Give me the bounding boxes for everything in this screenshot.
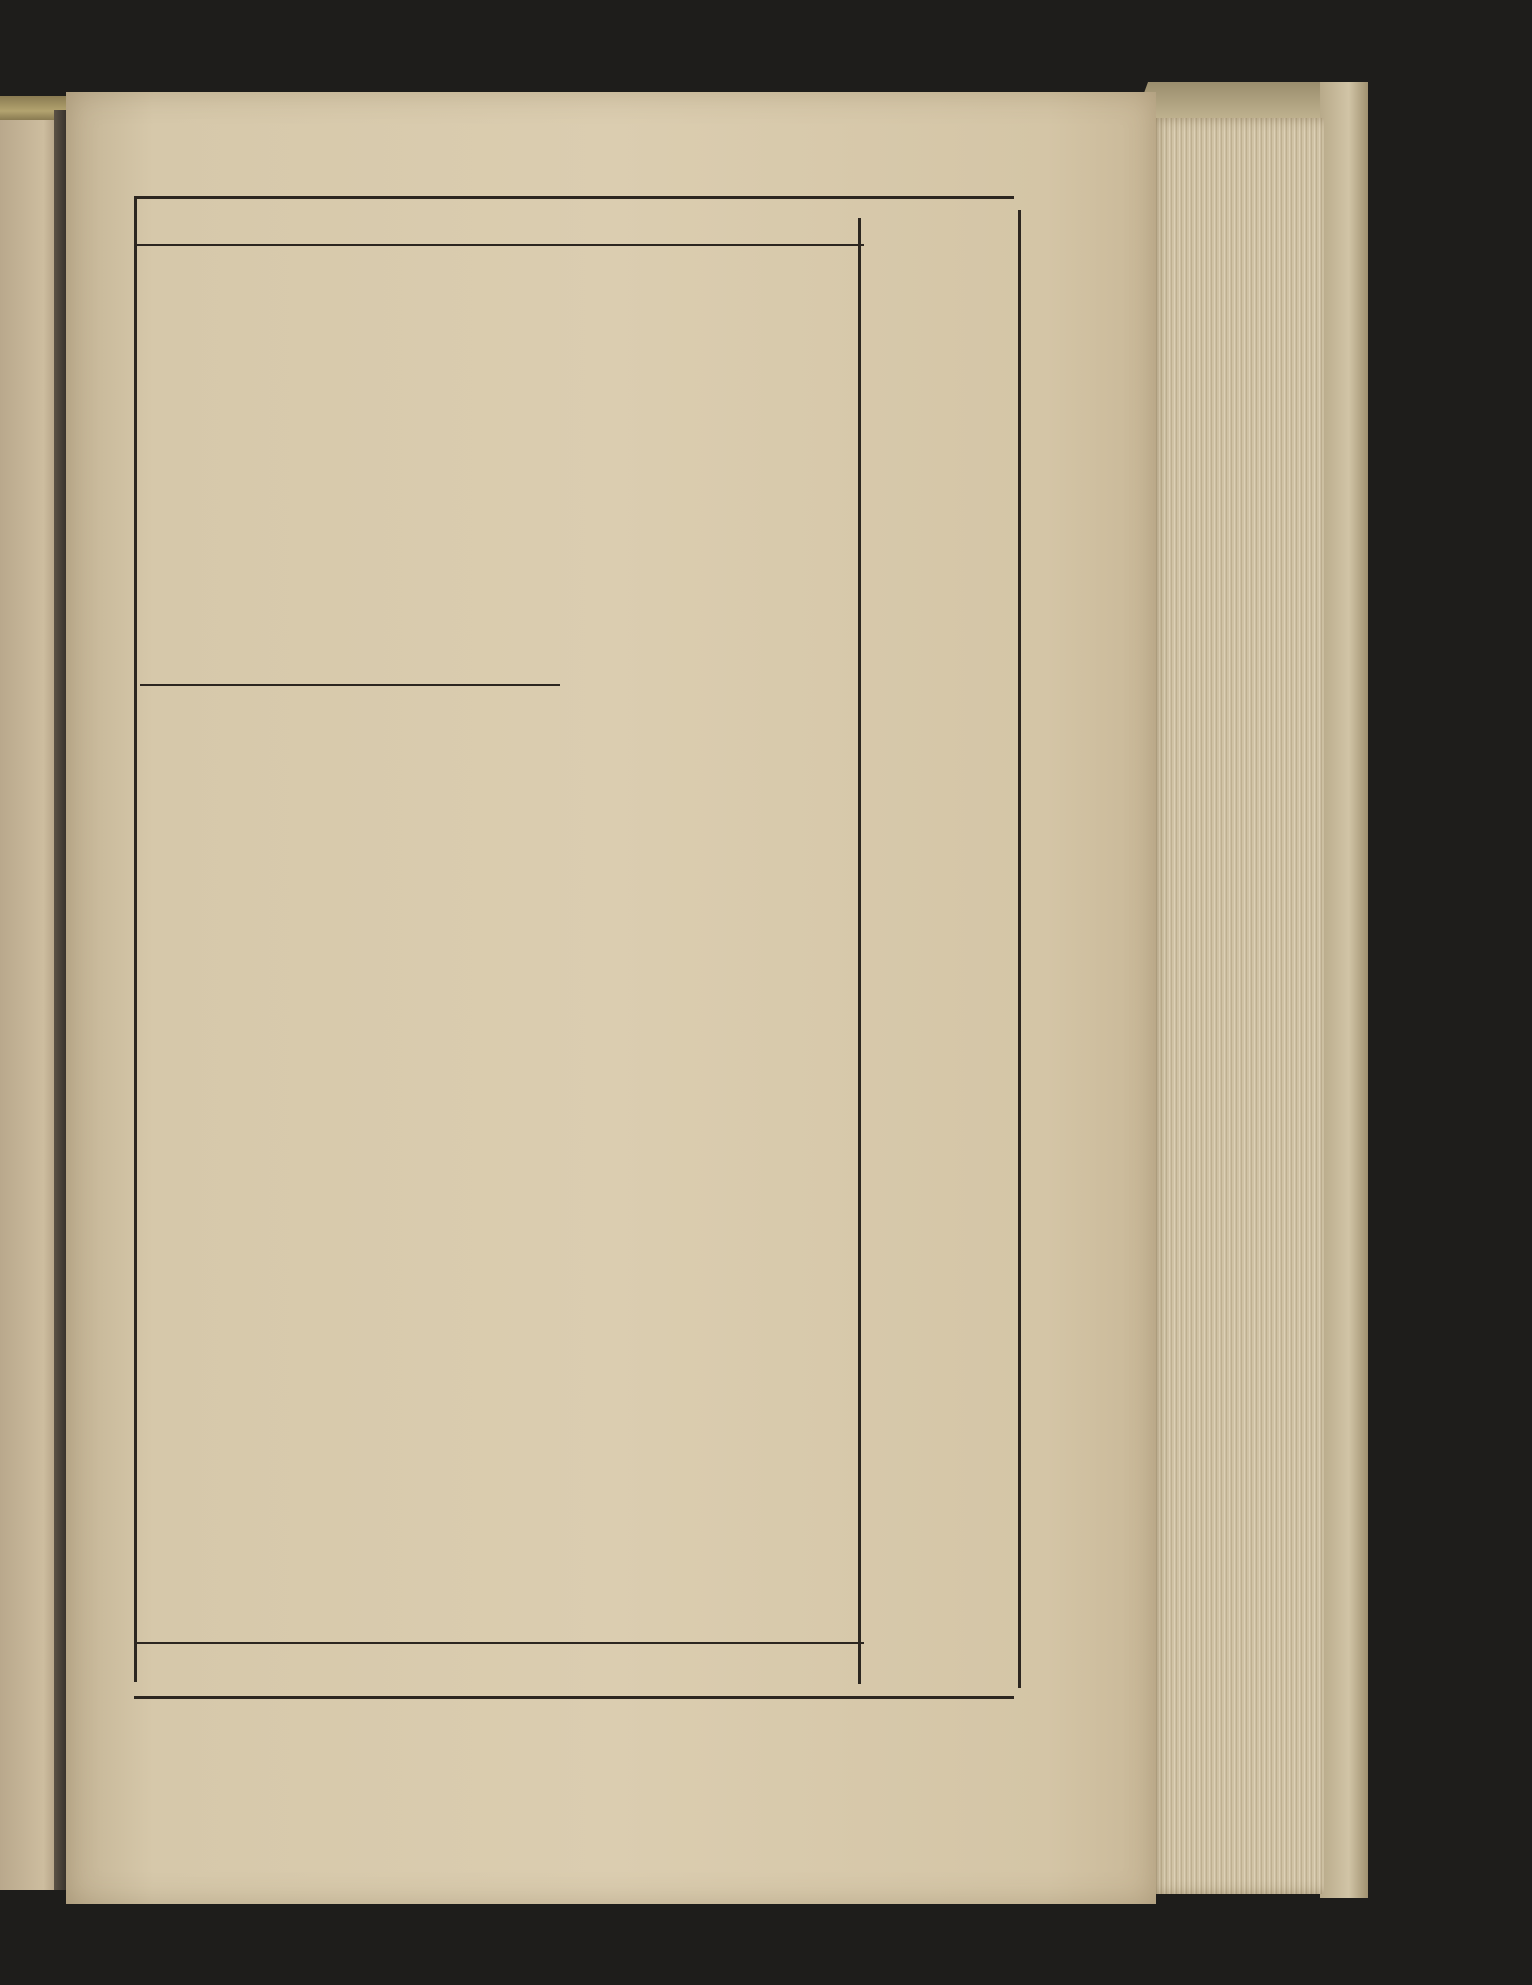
frame-rule-inner-right — [858, 218, 861, 1684]
frame-rule-bottom — [134, 1642, 864, 1644]
frame-rule-outer-right — [1018, 210, 1021, 1688]
page-block-edges — [1148, 118, 1324, 1894]
frame-rule-chapter-top — [140, 684, 560, 686]
frame-rule-head — [134, 244, 864, 246]
left-page-edge — [0, 120, 62, 1890]
right-cover-edge — [1320, 82, 1368, 1898]
frame-rule-left — [134, 196, 137, 1682]
frame-rule-top — [134, 196, 1014, 199]
frame-rule-foot — [134, 1696, 1014, 1699]
right-page — [66, 92, 1156, 1904]
